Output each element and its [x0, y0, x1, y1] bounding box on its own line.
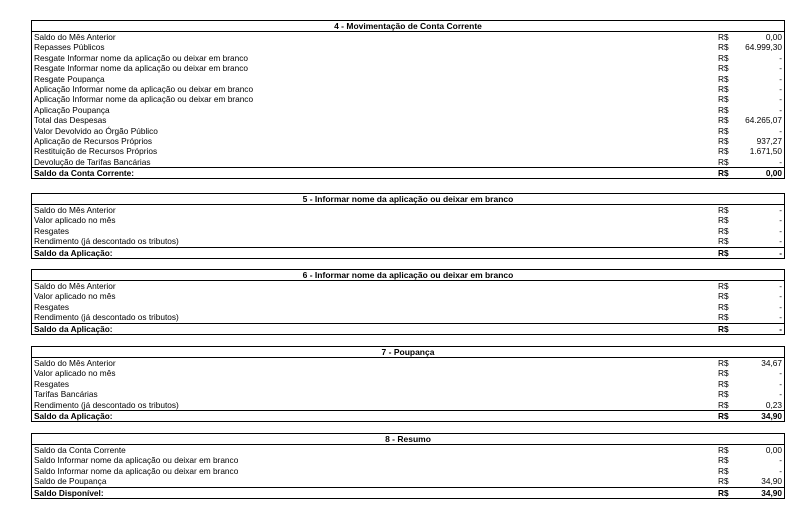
table-row — [32, 105, 784, 115]
row-label: Saldo de Poupança — [34, 476, 107, 487]
table-row — [32, 115, 784, 125]
section-movimentacao-conta-corrente — [31, 20, 785, 179]
table-row — [32, 455, 784, 465]
table-row — [32, 74, 784, 84]
total-currency: R$ — [718, 487, 729, 498]
row-currency: R$ — [718, 146, 729, 157]
row-label: Saldo Informar nome da aplicação ou deixar em branco — [34, 465, 239, 476]
row-label: Restituição de Recursos Próprios — [34, 146, 158, 157]
row-value: 0,23 — [765, 399, 782, 410]
row-label: Aplicação Poupança — [34, 104, 110, 115]
row-label: Saldo da Conta Corrente — [34, 445, 126, 455]
row-value: - — [779, 312, 782, 323]
total-label: Saldo da Conta Corrente: — [34, 168, 135, 179]
row-label: Aplicação de Recursos Próprios — [34, 135, 153, 146]
row-currency: R$ — [718, 301, 729, 312]
row-currency: R$ — [718, 281, 729, 291]
row-value: - — [779, 225, 782, 236]
row-currency: R$ — [718, 215, 729, 226]
row-currency: R$ — [718, 52, 729, 63]
table-row — [32, 94, 784, 104]
table-row — [32, 215, 784, 225]
row-label: Rendimento (já descontado os tributos) — [34, 236, 179, 247]
row-value: - — [779, 205, 782, 215]
row-currency: R$ — [718, 225, 729, 236]
row-value: - — [779, 378, 782, 389]
row-currency: R$ — [718, 205, 729, 215]
row-currency: R$ — [718, 236, 729, 247]
table-row — [32, 466, 784, 476]
row-label: Valor aplicado no mês — [34, 215, 116, 226]
table-row — [32, 42, 784, 52]
row-value: - — [779, 125, 782, 136]
table-row — [32, 32, 784, 42]
table-row — [32, 445, 784, 455]
row-currency: R$ — [718, 73, 729, 84]
total-label: Saldo da Aplicação: — [34, 247, 113, 258]
row-currency: R$ — [718, 104, 729, 115]
row-label: Valor aplicado no mês — [34, 291, 116, 302]
row-value: - — [779, 389, 782, 400]
table-row — [32, 63, 784, 73]
table-row — [32, 358, 784, 368]
row-currency: R$ — [718, 135, 729, 146]
row-currency: R$ — [718, 378, 729, 389]
row-label: Rendimento (já descontado os tributos) — [34, 312, 179, 323]
table-row — [32, 389, 784, 399]
section-title: 8 - Resumo — [32, 434, 784, 445]
row-value: - — [779, 455, 782, 466]
section-aplicacao-5 — [31, 193, 785, 259]
total-value: 34,90 — [761, 487, 782, 498]
section-title: 7 - Poupança — [32, 347, 784, 358]
table-row — [32, 281, 784, 291]
section-poupanca — [31, 346, 785, 422]
row-value: 0,00 — [765, 445, 782, 455]
table-row — [32, 476, 784, 486]
row-value: 0,00 — [765, 32, 782, 42]
row-label: Resgates — [34, 225, 70, 236]
row-value: 34,67 — [761, 358, 782, 368]
row-label: Resgate Informar nome da aplicação ou deixar em branco — [34, 63, 248, 74]
row-value: - — [779, 94, 782, 105]
row-currency: R$ — [718, 399, 729, 410]
total-currency: R$ — [718, 323, 729, 334]
table-row — [32, 379, 784, 389]
row-value: 64.265,07 — [745, 115, 782, 126]
total-label: Saldo Disponível: — [34, 487, 104, 498]
row-value: - — [779, 83, 782, 94]
row-label: Tarifas Bancárias — [34, 389, 98, 400]
table-row — [32, 368, 784, 378]
section-resumo — [31, 433, 785, 499]
row-currency: R$ — [718, 445, 729, 455]
row-value: 1.671,50 — [749, 146, 782, 157]
total-row — [32, 167, 784, 178]
row-currency: R$ — [718, 156, 729, 167]
row-currency: R$ — [718, 312, 729, 323]
table-row — [32, 236, 784, 246]
total-row — [32, 487, 784, 498]
table-row — [32, 146, 784, 156]
row-label: Devolução de Tarifas Bancárias — [34, 156, 151, 167]
row-label: Resgate Informar nome da aplicação ou deixar em branco — [34, 52, 248, 63]
total-value: 0,00 — [765, 168, 782, 179]
total-value: - — [779, 247, 782, 258]
row-value: - — [779, 63, 782, 74]
row-value: - — [779, 281, 782, 291]
section-title: 5 - Informar nome da aplicação ou deixar em branco — [32, 194, 784, 205]
row-value: - — [779, 104, 782, 115]
table-row — [32, 126, 784, 136]
table-row — [32, 400, 784, 410]
row-value: - — [779, 73, 782, 84]
row-value: 34,90 — [761, 476, 782, 487]
row-currency: R$ — [718, 42, 729, 53]
total-value: - — [779, 323, 782, 334]
table-row — [32, 53, 784, 63]
row-currency: R$ — [718, 368, 729, 379]
row-label: Valor Devolvido ao Órgão Público — [34, 125, 158, 136]
row-label: Saldo Informar nome da aplicação ou deixar em branco — [34, 455, 239, 466]
row-currency: R$ — [718, 125, 729, 136]
row-label: Resgates — [34, 301, 70, 312]
row-label: Saldo do Mês Anterior — [34, 358, 116, 368]
row-label: Resgates — [34, 378, 70, 389]
row-label: Rendimento (já descontado os tributos) — [34, 399, 179, 410]
table-row — [32, 302, 784, 312]
row-value: - — [779, 301, 782, 312]
row-label: Aplicação Informar nome da aplicação ou deixar em branco — [34, 94, 254, 105]
row-currency: R$ — [718, 32, 729, 42]
row-label: Aplicação Informar nome da aplicação ou deixar em branco — [34, 83, 254, 94]
section-title: 4 - Movimentação de Conta Corrente — [32, 21, 784, 32]
row-currency: R$ — [718, 358, 729, 368]
row-value: 64.999,30 — [745, 42, 782, 53]
row-value: - — [779, 465, 782, 476]
table-row — [32, 312, 784, 322]
row-label: Total das Despesas — [34, 115, 107, 126]
row-value: - — [779, 368, 782, 379]
section-aplicacao-6 — [31, 269, 785, 335]
row-currency: R$ — [718, 115, 729, 126]
total-label: Saldo da Aplicação: — [34, 410, 113, 421]
table-row — [32, 157, 784, 167]
row-currency: R$ — [718, 465, 729, 476]
row-value: 937,27 — [756, 135, 782, 146]
row-currency: R$ — [718, 389, 729, 400]
row-label: Resgate Poupança — [34, 73, 105, 84]
total-currency: R$ — [718, 410, 729, 421]
row-value: - — [779, 52, 782, 63]
row-label: Saldo do Mês Anterior — [34, 205, 116, 215]
section-title: 6 - Informar nome da aplicação ou deixar em branco — [32, 270, 784, 281]
table-row — [32, 136, 784, 146]
total-currency: R$ — [718, 168, 729, 179]
table-row — [32, 226, 784, 236]
row-value: - — [779, 236, 782, 247]
table-row — [32, 205, 784, 215]
row-value: - — [779, 215, 782, 226]
total-row — [32, 247, 784, 258]
row-currency: R$ — [718, 94, 729, 105]
row-currency: R$ — [718, 63, 729, 74]
row-label: Saldo do Mês Anterior — [34, 32, 116, 42]
row-currency: R$ — [718, 455, 729, 466]
row-value: - — [779, 291, 782, 302]
total-row — [32, 323, 784, 334]
row-value: - — [779, 156, 782, 167]
total-label: Saldo da Aplicação: — [34, 323, 113, 334]
row-currency: R$ — [718, 476, 729, 487]
table-row — [32, 291, 784, 301]
row-label: Saldo do Mês Anterior — [34, 281, 116, 291]
table-row — [32, 84, 784, 94]
row-label: Repasses Públicos — [34, 42, 105, 53]
total-row — [32, 410, 784, 421]
total-value: 34,90 — [761, 410, 782, 421]
total-currency: R$ — [718, 247, 729, 258]
row-currency: R$ — [718, 83, 729, 94]
row-label: Valor aplicado no mês — [34, 368, 116, 379]
row-currency: R$ — [718, 291, 729, 302]
